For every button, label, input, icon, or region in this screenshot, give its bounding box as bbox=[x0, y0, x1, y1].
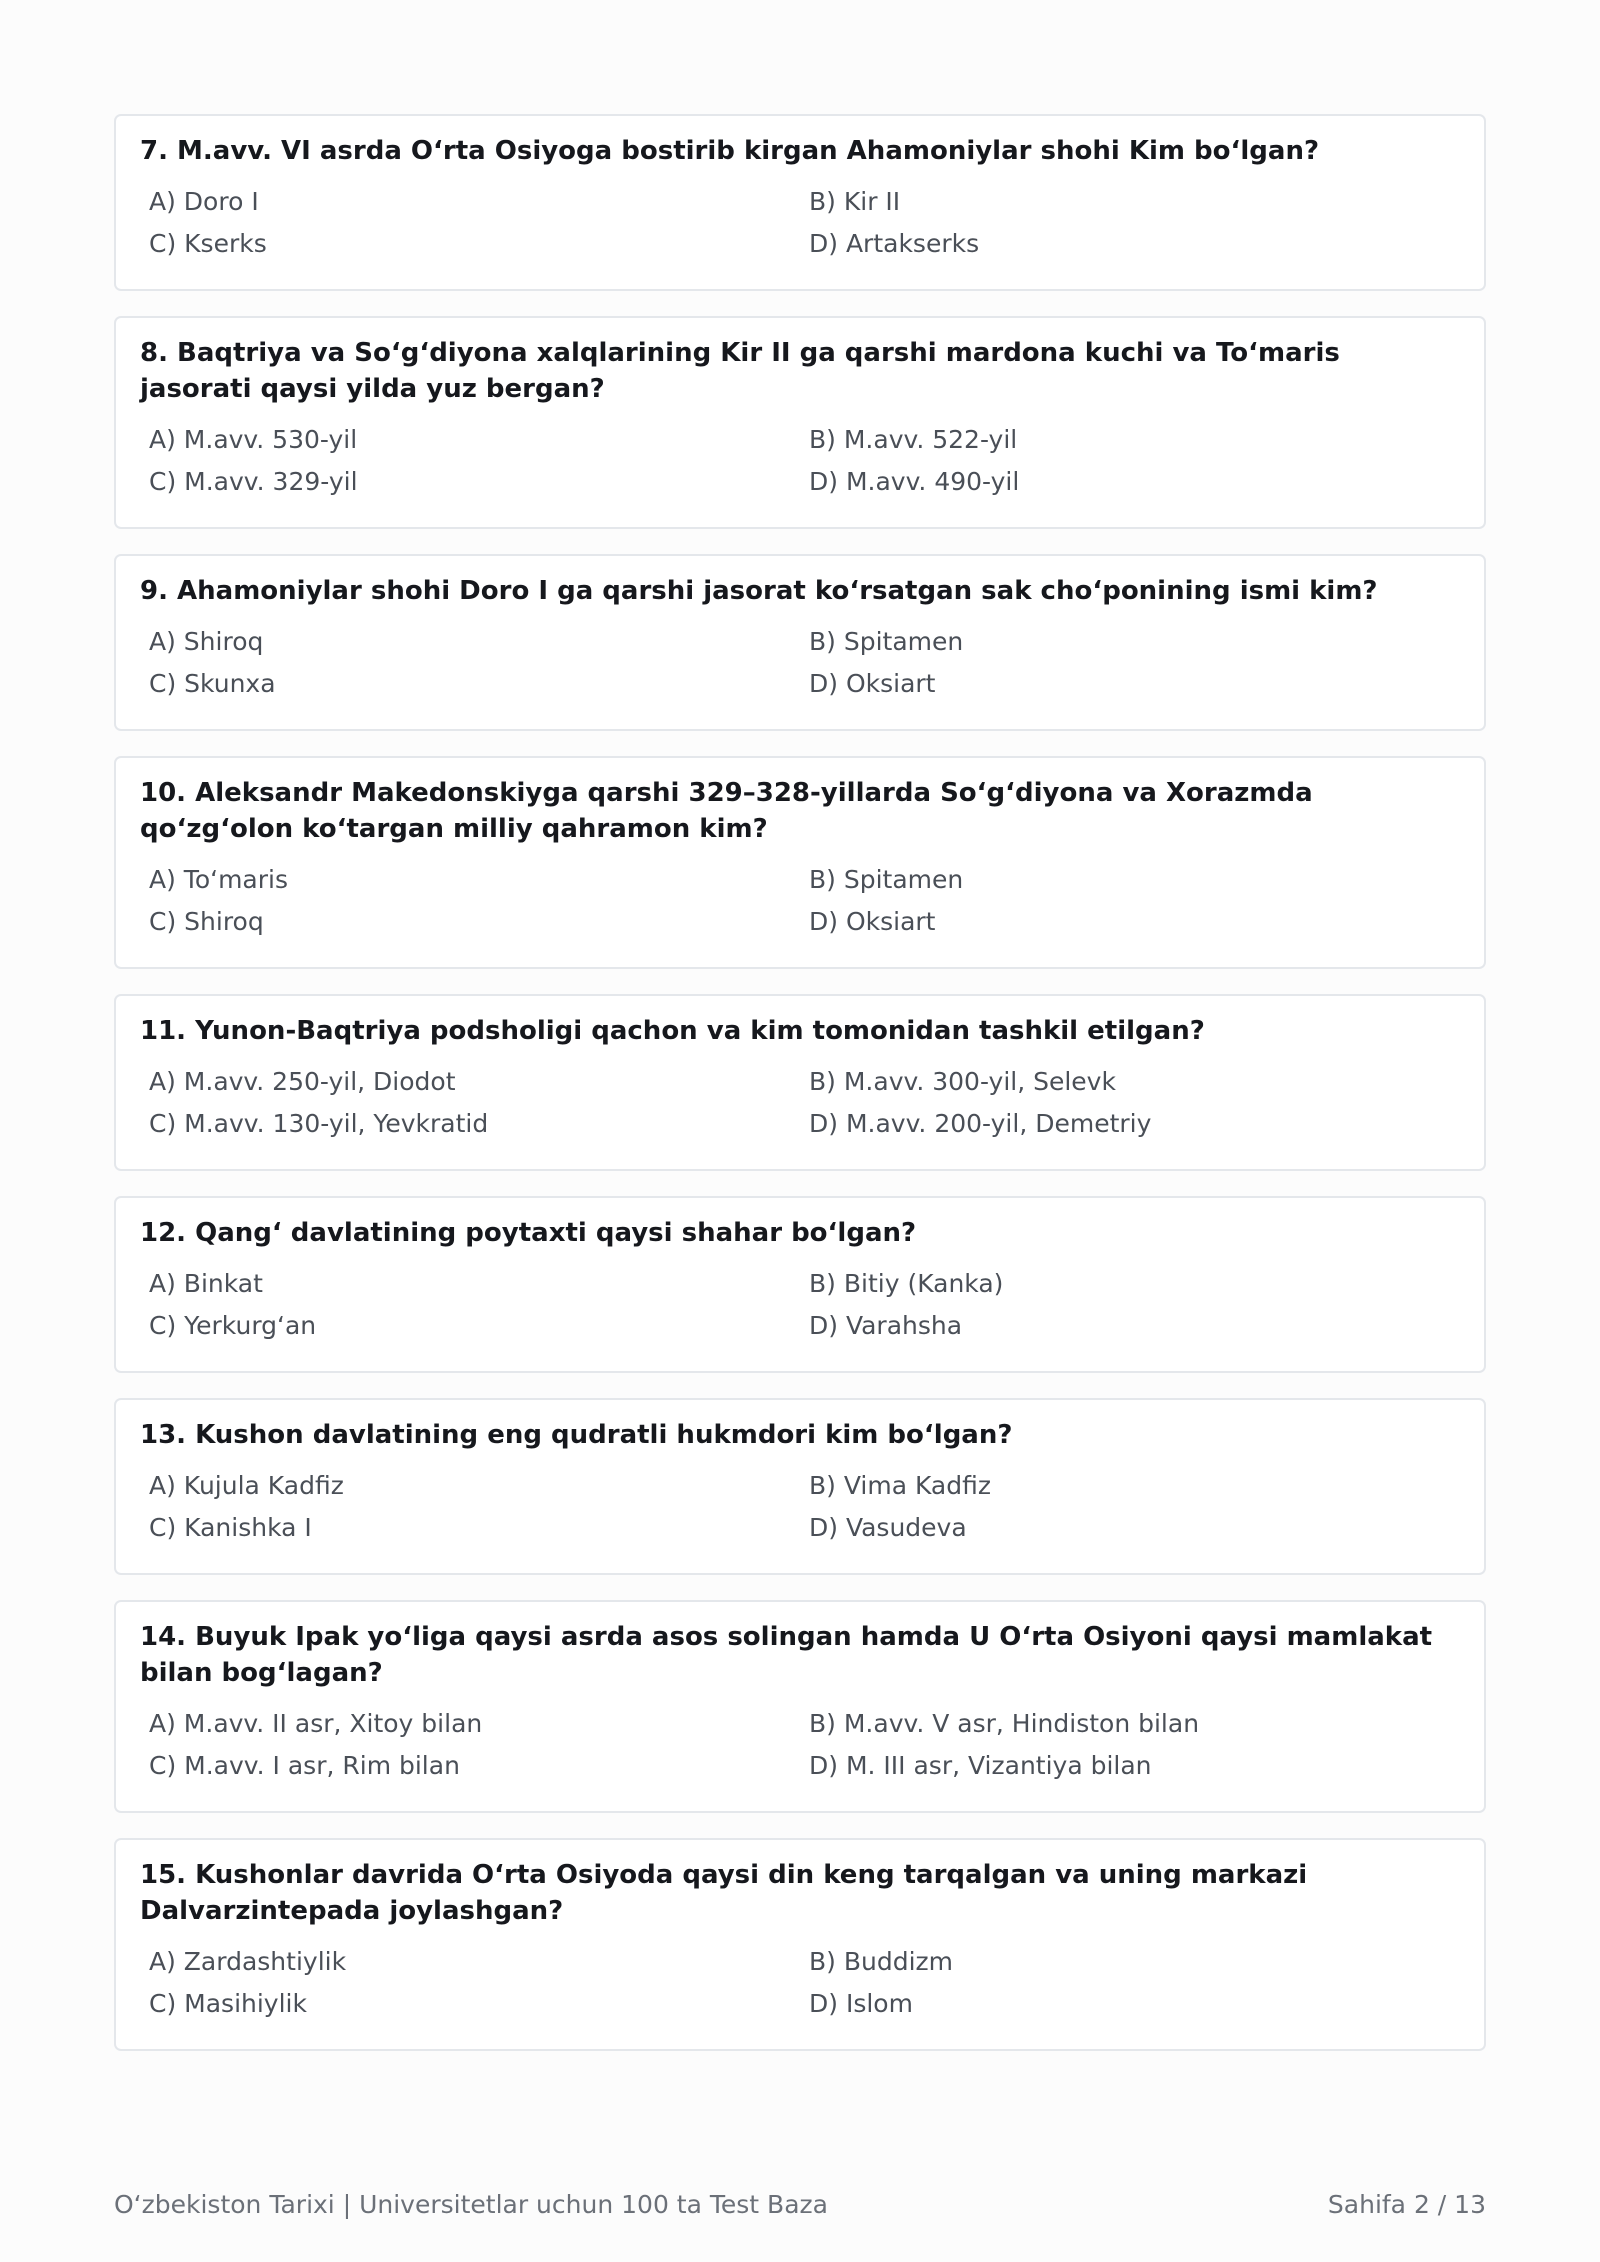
question-card bbox=[114, 1600, 1486, 1813]
option-d: D) M.avv. 490-yil bbox=[809, 467, 1020, 496]
option-d: D) Oksiart bbox=[809, 669, 936, 698]
answer-options bbox=[140, 1703, 1460, 1787]
option-b: B) Spitamen bbox=[809, 865, 964, 894]
option-c: C) M.avv. I asr, Rim bilan bbox=[149, 1751, 460, 1780]
question-text: 15. Kushonlar davrida O‘rta Osiyoda qaysi din keng tarqalgan va uning markazi Dalvarzintepada joylashgan? bbox=[140, 1860, 1308, 1926]
option-c: C) M.avv. 329-yil bbox=[149, 467, 358, 496]
question-card bbox=[114, 316, 1486, 529]
question-text: 9. Ahamoniylar shohi Doro I ga qarshi jasorat ko‘rsatgan sak cho‘ponining ismi kim? bbox=[140, 576, 1378, 606]
option-b: B) Vima Kadfiz bbox=[809, 1471, 991, 1500]
answer-options bbox=[140, 1941, 1460, 2025]
answer-options bbox=[140, 859, 1460, 943]
option-c: C) Kanishka I bbox=[149, 1513, 312, 1542]
question-text: 8. Baqtriya va So‘g‘diyona xalqlarining Kir II ga qarshi mardona kuchi va To‘maris jasorati qaysi yilda yuz bergan? bbox=[140, 338, 1340, 404]
option-b: B) Kir II bbox=[809, 187, 901, 216]
option-d: D) Oksiart bbox=[809, 907, 936, 936]
option-b: B) M.avv. V asr, Hindiston bilan bbox=[809, 1709, 1200, 1738]
footer-title: O‘zbekiston Tarixi | Universitetlar uchun 100 ta Test Baza bbox=[114, 2190, 828, 2219]
option-c: C) Shiroq bbox=[149, 907, 264, 936]
option-c: C) Yerkurg‘an bbox=[149, 1311, 317, 1340]
answer-options bbox=[140, 1263, 1460, 1347]
question-text: 14. Buyuk Ipak yo‘liga qaysi asrda asos solingan hamda U O‘rta Osiyoni qaysi mamlakat bilan bog‘lagan? bbox=[140, 1622, 1433, 1688]
question-card bbox=[114, 994, 1486, 1171]
question-text: 12. Qang‘ davlatining poytaxti qaysi shahar bo‘lgan? bbox=[140, 1218, 917, 1248]
option-d: D) Artakserks bbox=[809, 229, 980, 258]
question-text: 10. Aleksandr Makedonskiyga qarshi 329–328-yillarda So‘g‘diyona va Xorazmda qo‘zg‘olon ko‘targan milliy qahramon kim? bbox=[140, 778, 1313, 844]
answer-options bbox=[140, 1465, 1460, 1549]
option-c: C) Kserks bbox=[149, 229, 267, 258]
answer-options bbox=[140, 1061, 1460, 1145]
question-list bbox=[114, 114, 1486, 2076]
option-a: A) M.avv. 530-yil bbox=[149, 425, 358, 454]
option-d: D) M.avv. 200-yil, Demetriy bbox=[809, 1109, 1152, 1138]
question-text: 7. M.avv. VI asrda O‘rta Osiyoga bostirib kirgan Ahamoniylar shohi Kim bo‘lgan? bbox=[140, 136, 1320, 166]
option-d: D) Islom bbox=[809, 1989, 913, 2018]
option-a: A) Doro I bbox=[149, 187, 259, 216]
page-footer bbox=[114, 2188, 1486, 2222]
option-c: C) Skunxa bbox=[149, 669, 276, 698]
question-card bbox=[114, 1838, 1486, 2051]
question-card bbox=[114, 1196, 1486, 1373]
option-c: C) M.avv. 130-yil, Yevkratid bbox=[149, 1109, 489, 1138]
question-card bbox=[114, 1398, 1486, 1575]
option-d: D) M. III asr, Vizantiya bilan bbox=[809, 1751, 1152, 1780]
answer-options bbox=[140, 181, 1460, 265]
option-b: B) Bitiy (Kanka) bbox=[809, 1269, 1004, 1298]
option-b: B) Spitamen bbox=[809, 627, 964, 656]
option-a: A) Zardashtiylik bbox=[149, 1947, 347, 1976]
option-a: A) Shiroq bbox=[149, 627, 264, 656]
question-card bbox=[114, 554, 1486, 731]
question-text: 13. Kushon davlatining eng qudratli hukmdori kim bo‘lgan? bbox=[140, 1420, 1013, 1450]
question-text: 11. Yunon-Baqtriya podsholigi qachon va kim tomonidan tashkil etilgan? bbox=[140, 1016, 1205, 1046]
option-b: B) Buddizm bbox=[809, 1947, 954, 1976]
option-c: C) Masihiylik bbox=[149, 1989, 307, 2018]
option-a: A) Binkat bbox=[149, 1269, 263, 1298]
option-a: A) Kujula Kadfiz bbox=[149, 1471, 344, 1500]
answer-options bbox=[140, 621, 1460, 705]
answer-options bbox=[140, 419, 1460, 503]
option-a: A) M.avv. 250-yil, Diodot bbox=[149, 1067, 456, 1096]
option-b: B) M.avv. 522-yil bbox=[809, 425, 1018, 454]
option-d: D) Varahsha bbox=[809, 1311, 963, 1340]
page-number: Sahifa 2 / 13 bbox=[1327, 2190, 1486, 2219]
option-b: B) M.avv. 300-yil, Selevk bbox=[809, 1067, 1116, 1096]
option-d: D) Vasudeva bbox=[809, 1513, 967, 1542]
option-a: A) M.avv. II asr, Xitoy bilan bbox=[149, 1709, 483, 1738]
question-card bbox=[114, 114, 1486, 291]
question-card bbox=[114, 756, 1486, 969]
option-a: A) To‘maris bbox=[149, 865, 288, 894]
